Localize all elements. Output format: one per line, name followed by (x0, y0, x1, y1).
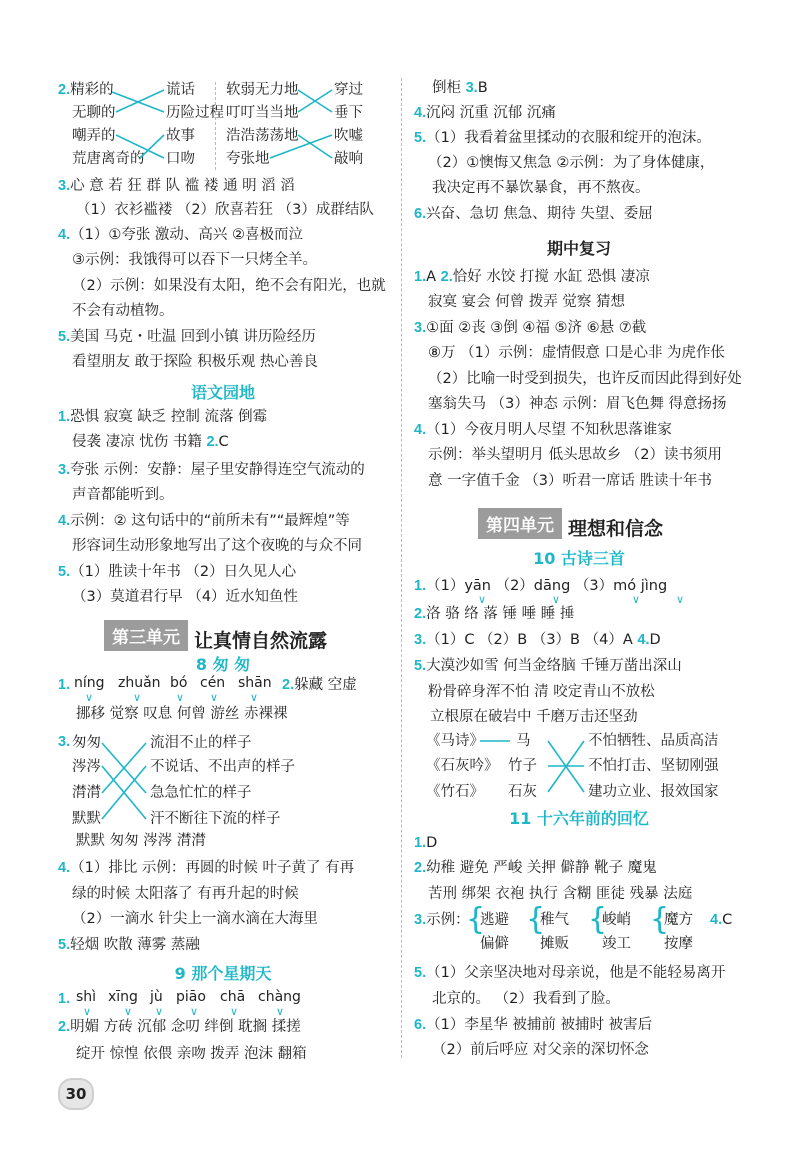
answer-text: C (218, 434, 229, 450)
match-item: 垂下 (334, 105, 363, 121)
answer-text: 心 意 若 狂 群 队 褴 褛 通 明 滔 滔 (70, 178, 295, 194)
brace-icon: { (650, 902, 670, 937)
q-number: 1. (414, 578, 427, 594)
unit-title: 让真情自然流露 (194, 629, 328, 652)
q-number: 3. (414, 912, 427, 928)
match-item: 浩浩荡荡地 (226, 128, 299, 144)
answer-text: 示例：② 这句话中的“前所未有”“最辉煌”等 (70, 513, 350, 529)
answer-text: 沉闷 沉重 沉郁 沉痛 (426, 105, 556, 121)
answer-text: 魔方 (664, 912, 693, 928)
answer-text: （1）胜读十年书 （2）日久见人心 (70, 564, 297, 580)
page-number: 30 (58, 1078, 94, 1110)
q-number: 2. (414, 606, 427, 622)
match-item: 嘲弄的 (72, 128, 116, 144)
answer-text: 示例： (426, 912, 470, 928)
answer-text: （1）李星华 被捕前 被捕时 被害后 (426, 1017, 653, 1033)
answer-text: 大漠沙如雪 何当金络脑 千锤万凿出深山 (426, 658, 682, 674)
match-item: 《马诗》 (426, 733, 484, 749)
unit-title: 理想和信念 (568, 517, 664, 540)
pinyin: jù (150, 989, 163, 1005)
answer-text: （1）yān （2）dāng （3）mó jìng (426, 578, 668, 594)
q-number: 3. (58, 178, 71, 194)
answer-text: 侵袭 凄凉 忧伤 书籍 (72, 434, 202, 450)
section-title: 期中复习 (546, 239, 611, 258)
match-item: 吹嘘 (334, 128, 363, 144)
answer-text: 轻烟 吹散 薄雾 蒸融 (70, 937, 200, 953)
answer-text: 不会有动植物。 (72, 303, 174, 319)
lesson-title: 8 匆 匆 (195, 655, 251, 674)
q-number: 5. (414, 130, 427, 146)
match-item: 急急忙忙的样子 (150, 785, 252, 801)
match-item: 马 (516, 733, 531, 749)
answer-text: 示例：举头望明月 低头思故乡 （2）读书须用 (428, 447, 722, 463)
q-number: 6. (414, 1017, 427, 1033)
pinyin: chā (220, 989, 246, 1005)
pinyin: cén (200, 675, 226, 691)
q-number: 5. (414, 658, 427, 674)
check-mark-icon: ∨ (250, 691, 259, 704)
match-item: 精彩的 (70, 82, 114, 98)
answer-text: 幼稚 避免 严峻 关押 僻静 靴子 魔鬼 (426, 860, 657, 876)
check-mark-icon: ∨ (276, 1005, 285, 1018)
answer-text: 寂寞 宴会 何曾 拨弄 觉察 猜想 (428, 294, 626, 310)
q-number: 1. (414, 269, 427, 285)
answer-text: 美国 马克・吐温 回到小镇 讲历险经历 (70, 329, 316, 345)
match-item: 夸张地 (226, 151, 270, 167)
answer-text: 摊贩 (540, 936, 569, 952)
match-item: 汗不断往下流的样子 (150, 811, 281, 827)
match-item: 历险过程 (166, 105, 224, 121)
q-number: 3. (58, 734, 71, 750)
answer-text: 绿的时候 太阳落了 有再升起的时候 (72, 886, 299, 902)
pinyin: níng (74, 675, 105, 691)
check-mark-icon: ∨ (155, 1005, 164, 1018)
lesson-title: 10 古诗三首 (533, 549, 625, 568)
match-item: 不怕打击、坚韧刚强 (588, 758, 719, 774)
answer-text: （1）父亲坚决地对母亲说，他是不能轻易离开 (426, 965, 726, 981)
check-mark-icon: ∨ (85, 691, 94, 704)
unit-header (478, 508, 663, 541)
lesson-title: 11 十六年前的回忆 (509, 809, 649, 828)
q-number: 3. (58, 462, 71, 478)
brace-icon: { (588, 902, 608, 937)
q-number: 2. (206, 434, 219, 450)
answer-text: 稚气 (540, 912, 569, 928)
answer-text: 偏僻 (480, 936, 509, 952)
match-item: 《竹石》 (426, 784, 484, 800)
match-item: 口吻 (166, 151, 195, 167)
q-number: 5. (58, 564, 71, 580)
answer-text: （1）C （2）B （3）B （4）A (426, 632, 633, 648)
q-number: 3. (414, 320, 427, 336)
answer-text: D (426, 835, 438, 851)
answer-text: 明媚 方砖 沉郁 念叨 绊倒 耽搁 揉搓 (70, 1019, 301, 1035)
match-item: 建功立业、报效国家 (588, 784, 719, 800)
q-number: 4. (414, 105, 427, 121)
brace-icon: { (466, 902, 486, 937)
column-divider (401, 78, 402, 1058)
answer-text: （2）前后呼应 对父亲的深切怀念 (432, 1042, 649, 1058)
q-number: 5. (414, 965, 427, 981)
answer-text: 竣工 (602, 936, 631, 952)
answer-text: 峻峭 (602, 912, 631, 928)
answer-text: （1）我看着盆里揉动的衣服和绽开的泡沫。 (426, 130, 711, 146)
answer-text: ⑧万 （1）示例：虚情假意 口是心非 为虎作伥 (428, 345, 726, 361)
answer-text: 洛 骆 络 落 锤 唾 睡 捶 (426, 606, 575, 622)
answer-text: （1）排比 示例：再圆的时候 叶子黄了 有再 (70, 860, 355, 876)
q-number: 4. (637, 632, 650, 648)
match-item: 涔涔 (72, 759, 101, 775)
answer-text: ①面 ②丧 ③倒 ④福 ⑤济 ⑥悬 ⑦截 (426, 320, 647, 336)
answer-text: 声音都能听到。 (72, 487, 174, 503)
answer-text: 立根原在破岩中 千磨万击还坚劲 (430, 709, 638, 725)
answer-text: （2）一滴水 针尖上一滴水滴在大海里 (72, 911, 318, 927)
check-mark-icon: ∨ (632, 593, 641, 606)
pinyin: chàng (258, 989, 301, 1005)
answer-text: D (649, 632, 661, 648)
match-item: 流泪不止的样子 (150, 735, 252, 751)
answer-text: （3）莫道君行早 （4）近水知鱼性 (72, 589, 299, 605)
check-mark-icon: ∨ (230, 1005, 239, 1018)
q-number: 4. (58, 227, 71, 243)
answer-text: 形容词生动形象地写出了这个夜晚的与众不同 (72, 538, 362, 554)
q-number: 5. (58, 937, 71, 953)
check-mark-icon: ∨ (210, 691, 219, 704)
match-item: 不怕牺牲、品质高洁 (588, 733, 719, 749)
q-number: 5. (58, 329, 71, 345)
check-mark-icon: ∨ (133, 691, 142, 704)
answer-text: （1）衣衫褴褛 （2）欣喜若狂 （3）成群结队 (76, 202, 374, 218)
section-title: 语文园地 (190, 383, 255, 402)
pinyin: shān (238, 675, 272, 691)
q-number: 2. (282, 677, 295, 693)
q-number: 3. (465, 80, 478, 96)
q-number: 4. (710, 912, 723, 928)
check-mark-icon: ∨ (83, 1005, 92, 1018)
match-item: 叮叮当当地 (226, 105, 299, 121)
unit-header (104, 620, 327, 653)
match-item: 不说话、不出声的样子 (150, 759, 295, 775)
check-mark-icon: ∨ (552, 593, 561, 606)
answer-text: 兴奋、急切 焦急、期待 失望、委屈 (426, 206, 653, 222)
answer-text: 逃避 (480, 912, 509, 928)
answer-text: B (477, 80, 488, 96)
pinyin: xīng (108, 989, 138, 1005)
match-item: 匆匆 (72, 735, 101, 751)
q-number: 2. (440, 269, 453, 285)
check-mark-icon: ∨ (176, 691, 185, 704)
match-item: 敲响 (334, 151, 363, 167)
answer-text: 绽开 惊惶 依偎 亲吻 拨弄 泡沫 翻箱 (76, 1046, 307, 1062)
answer-text: 夸张 示例：安静：屋子里安静得连空气流动的 (70, 462, 365, 478)
check-mark-icon: ∨ (190, 1005, 199, 1018)
q-number: 2. (58, 1019, 71, 1035)
answer-text: 苦刑 绑架 衣袍 执行 含糊 匪徒 残暴 法庭 (428, 886, 693, 902)
answer-text: （2）示例：如果没有太阳，绝不会有阳光，也就 (72, 278, 386, 294)
pinyin: piāo (176, 989, 206, 1005)
match-item: 穿过 (334, 82, 363, 98)
q-number: 1. (58, 409, 71, 425)
answer-text: 粉骨碎身浑不怕 清 咬定青山不放松 (428, 684, 655, 700)
match-item: 无聊的 (72, 105, 116, 121)
match-item: 谎话 (166, 82, 195, 98)
answer-text: A (426, 269, 437, 285)
answer-text: （1）今夜月明人尽望 不知秋思落谁家 (426, 422, 672, 438)
answer-text: （2）比喻一时受到损失，也许反而因此得到好处 (428, 371, 742, 387)
check-mark-icon: ∨ (478, 593, 487, 606)
check-mark-icon: ∨ (676, 593, 685, 606)
answer-text: 躲藏 空虚 (294, 677, 357, 693)
answer-text: 默默 匆匆 涔涔 潸潸 (76, 833, 206, 849)
pinyin: bó (170, 675, 188, 691)
match-item: 故事 (166, 128, 195, 144)
q-number: 1. (58, 677, 71, 693)
answer-text: 倒柜 (432, 80, 461, 96)
answer-text: 意 一字值千金 （3）听君一席话 胜读十年书 (428, 473, 713, 489)
match-item: 石灰 (508, 784, 537, 800)
answer-text: 挪移 觉察 叹息 何曾 游丝 赤裸裸 (76, 706, 288, 722)
match-item: 软弱无力地 (226, 82, 299, 98)
answer-text: （1）①夸张 激动、高兴 ②喜极而泣 (70, 227, 304, 243)
match-item: 默默 (72, 811, 101, 827)
answer-text: 塞翁失马 （3）神态 示例：眉飞色舞 得意扬扬 (428, 396, 727, 412)
answer-text: 北京的。 （2）我看到了脸。 (432, 991, 620, 1007)
q-number: 4. (58, 860, 71, 876)
q-number: 6. (414, 206, 427, 222)
match-item: 《石灰吟》 (426, 758, 499, 774)
match-item: 荒唐离奇的 (72, 151, 145, 167)
answer-text: 我决定再不暴饮暴食，再不熬夜。 (432, 180, 650, 196)
q-number: 4. (414, 422, 427, 438)
q-number: 3. (414, 632, 427, 648)
answer-text: ③示例：我饿得可以吞下一只烤全羊。 (72, 252, 317, 268)
pinyin: zhuǎn (118, 675, 161, 691)
q-number: 2. (58, 82, 71, 98)
match-separator (215, 82, 216, 170)
check-mark-icon: ∨ (124, 1005, 133, 1018)
answer-text: （2）①懊悔又焦急 ②示例：为了身体健康， (428, 155, 715, 171)
pinyin: shì (76, 989, 97, 1005)
unit-tag: 第四单元 (478, 508, 562, 539)
answer-text: 按摩 (664, 936, 693, 952)
answer-text: 恐惧 寂寞 缺乏 控制 流落 倒霉 (70, 409, 268, 425)
answer-text: 看望朋友 敢于探险 积极乐观 热心善良 (72, 354, 318, 370)
answer-text: 恰好 水饺 打搅 水缸 恐惧 凄凉 (452, 269, 650, 285)
q-number: 4. (58, 513, 71, 529)
lesson-title: 9 那个星期天 (174, 964, 272, 983)
q-number: 2. (414, 860, 427, 876)
q-number: 1. (414, 835, 427, 851)
match-item: 潸潸 (72, 785, 101, 801)
answer-text: C (722, 912, 733, 928)
q-number: 1. (58, 991, 71, 1007)
match-item: 竹子 (508, 758, 537, 774)
brace-icon: { (526, 902, 546, 937)
unit-tag: 第三单元 (104, 620, 188, 651)
